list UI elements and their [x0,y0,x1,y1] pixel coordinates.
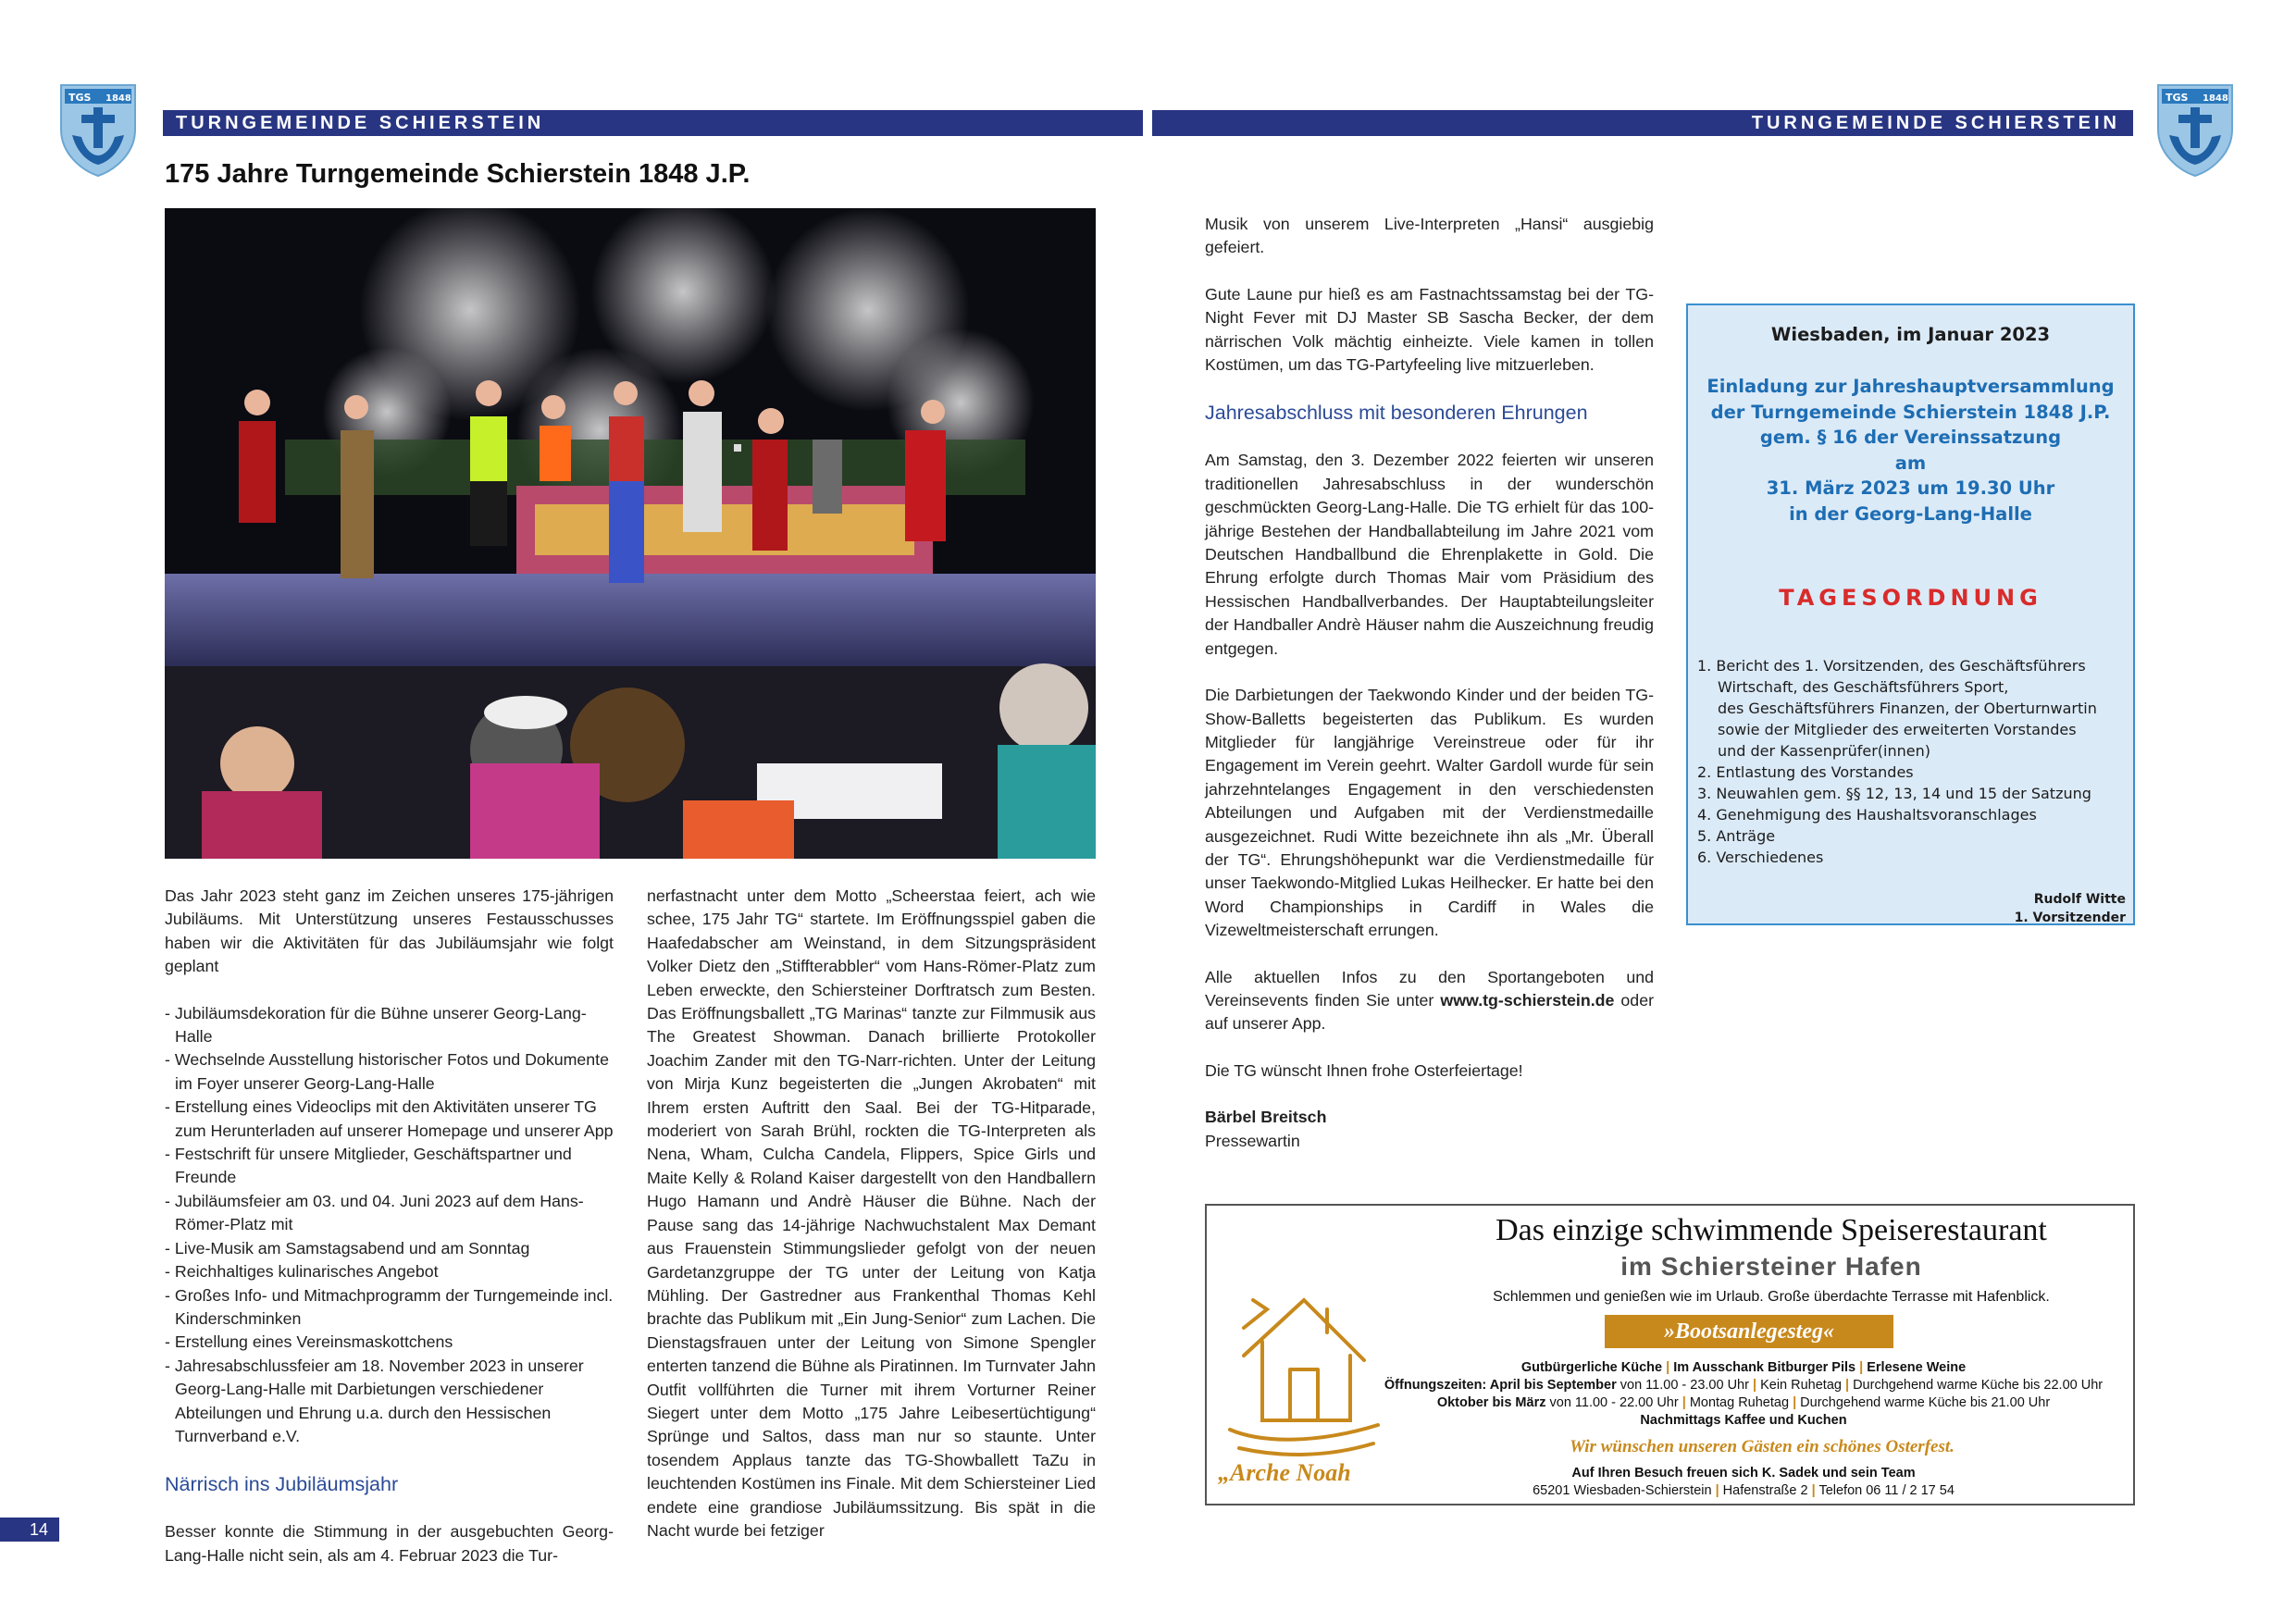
tgs-logo-right [2154,81,2236,178]
agenda-item: 1. Bericht des 1. Vorsitzenden, des Geschäftsführers [1697,657,2086,675]
article-headline: 175 Jahre Turngemeinde Schierstein 1848 J.P. [165,159,751,189]
agenda-item: sowie der Mitglieder des erweiterten Vorstandes [1718,721,2077,738]
paragraph: Gute Laune pur hieß es am Fastnachtssamstag bei der TG-Night Fever mit DJ Master SB Sascha Becker, der dem närrischen Volk mächtig einheizte. Viele kamen in tollen Kostümen, um das TG-Partyfeeling live mitzuerleben. [1205,284,1654,375]
agenda-title: TAGESORDNUNG [1779,585,2042,611]
ad-welcome: Auf Ihren Besuch freuen sich K. Sadek und sein Team [1571,1466,1916,1481]
paragraph: Am Samstag, den 3. Dezember 2022 feierten wir unseren traditionellen Jahresabschluss in der wunderschön geschmückten Georg-Lang-Halle. Die TG erhielt für das 100-jährige Bestehen der Handballabteilung im Jahre 2021 vom Deutschen Handballbund die Ehrenplakette in Gold. Die Ehrung erfolgte durch Thomas Mair vom Präsidium des Hessischen Handballverbandes. Der Hauptabteilungsleiter der Handballer Andrè Häuser nahm die Auszeichnung freudig entgegen. [1205,451,1654,658]
page-number: 14 [0,1518,59,1542]
ad-address: 65201 Wiesbaden-Schierstein | Hafenstraße 2 | Telefon 06 11 / 2 17 54 [1533,1483,1955,1498]
agenda-item: 4. Genehmigung des Haushaltsvoranschlages [1697,806,2037,824]
intro-paragraph: Das Jahr 2023 steht ganz im Zeichen unseres 175-jährigen Jubiläums. Mit Unterstützung unseres Festausschusses haben wir die Aktivitäten für das Jubiläumsjahr wie folgt geplant [165,886,614,976]
article-column-3 [1205,213,1654,1153]
paragraph: Musik von unserem Live-Interpreten „Hansi“ ausgiebig gefeiert. [1205,215,1654,257]
subheading-jahresabschluss: Jahresabschluss mit besonderen Ehrungen [1205,402,1588,425]
agenda-item: 6. Verschiedenes [1697,849,1824,866]
list-item: - Jubiläumsfeier am 03. und 04. Juni 2023 auf dem Hans-Römer-Platz mit [165,1191,584,1234]
header-bar-left: TURNGEMEINDE SCHIERSTEIN [163,110,1143,136]
ad-badge: »Bootsanlegesteg« [1605,1315,1893,1348]
list-item: - Festschrift für unsere Mitglieder, Geschäftspartner und Freunde [165,1145,572,1187]
list-item: - Jubiläumsdekoration für die Bühne unserer Georg-Lang-Halle [165,1003,587,1047]
svg-text:1848: 1848 [2203,93,2228,104]
article-column-1 [165,885,614,1591]
list-item: - Wechselnde Ausstellung historischer Fotos und Dokumente im Foyer unserer Georg-Lang-Halle [165,1050,610,1093]
restaurant-advertisement [1205,1204,2135,1505]
paragraph: Die TG wünscht Ihnen frohe Osterfeiertage! [1205,1060,1523,1080]
ad-hours-summer: Öffnungszeiten: April bis September von 11.00 - 23.00 Uhr | Kein Ruhetag | Durchgehend warme Küche bis 22.00 Uhr [1384,1378,2104,1393]
svg-text:1848: 1848 [105,93,131,104]
list-item: - Live-Musik am Samstagsabend und am Sonntag [165,1238,530,1258]
ad-tagline: Schlemmen und genießen wie im Urlaub. Große überdachte Terrasse mit Hafenblick. [1493,1289,2050,1305]
paragraph: nerfastnacht unter dem Motto „Scheerstaa feiert, ach wie schee, 175 Jahr TG“ startete. Im Eröffnungsspiel gaben die Haafedabscher am Weinstand, in dem Sitzungspräsident Volker Dietz den „Stiffterabbler“ vom Hans-Römer-Platz zum Leben erweckte, den Schiersteiner Dorftratsch zum Besten. Das Eröffnungsballett „TG Marinas“ tanzte zur Filmmusik aus The Greatest Showman. Danach brillierte Protokoller Joachim Zander mit den TG-Narr-richten. Unter der Leitung von Mirja Kunz begeisterten die „Jungen Akrobaten“ mit Ihrem ersten Auftritt den Saal. Bei der TG-Hitparade, moderiert von Sarah Brühl, rockten die TG-Interpreten als Nena, Wham, Culcha Candela, Flippers, Spice Girls und Maite Kelly & Roland Kaiser dargestellt von den Handballern Hugo Hamann und Andrè Häuser die Bühne. Nach der Pause sang das 14-jährige Nachwuchstalent Max Demant aus Frauenstein Stimmungslieder gefolgt von der neuen Gardetanzgruppe der TG unter der Leitung von Katja Mühling. Der Gastredner aus Frankenthal Thomas Kehl brachte das Publikum mit „Ein Jung-Senior“ zum Lachen. Die Dienstagsfrauen unter der Leitung von Simone Spengler enterten tanzend die Bühne als Piratinnen. Im Turnvater Jahn Outfit vollführten die Turner mit ihrem Vorturner Reiner Siegert unter dem Motto „175 Jahre Leibesertüchtigung“ Sprünge und Saltos, dass man nur so staunte. Unter tosendem Applaus tanzte das TG-Showballett TaZu in leuchtenden Kostümen ins Finale. Mit dem Schiersteiner Lied endete eine grandiose Jubiläumssitzung. Bis spät in die Nacht wurde bei fetziger [647,886,1096,1540]
article-column-2 [647,885,1096,1566]
list-item: - Jahresabschlussfeier am 18. November 2023 in unserer Georg-Lang-Halle mit Darbietungen verschiedener Abteilungen und Ehrung u.a. durch den Hessischen Turnverband e.V. [165,1356,584,1445]
author-role: Pressewartin [1205,1131,1300,1150]
ad-afternoon: Nachmittags Kaffee und Kuchen [1640,1413,1847,1428]
invitation-date: Wiesbaden, im Januar 2023 [1770,324,2051,345]
invitation-box [1686,304,2135,925]
list-item: - Reichhaltiges kulinarisches Angebot [165,1262,439,1282]
agenda-item: 3. Neuwahlen gem. §§ 12, 13, 14 und 15 der Satzung [1697,785,2091,802]
invitation-text: Einladung zur Jahreshauptversammlung der Turngemeinde Schierstein 1848 J.P. gem. § 16 der Vereinssatzung am 31. März 2023 um 19.30 Uhr in der Georg-Lang-Halle [1706,376,2115,525]
paragraph: Alle aktuellen Infos zu den Sportangeboten und Vereinsevents finden Sie unter www.tg-schierstein.de oder auf unserer App. [1205,967,1655,1034]
agenda-item: des Geschäftsführers Finanzen, der Oberturnwartin [1718,700,2097,717]
ad-easter-wish: Wir wünschen unseren Gästen ein schönes Osterfest. [1570,1437,1955,1456]
agenda-item: 5. Anträge [1697,827,1776,845]
stage-photo [165,208,1096,859]
agenda-item: und der Kassenprüfer(innen) [1718,742,1930,760]
list-item: - Erstellung eines Videoclips mit den Aktivitäten unserer TG zum Herunterladen auf unserer Homepage und unserer App [165,1097,614,1140]
list-item: - Erstellung eines Vereinsmaskottchens [165,1332,453,1352]
agenda-item: 2. Entlastung des Vorstandes [1697,763,1914,781]
author-name: Bärbel Breitsch [1205,1108,1327,1127]
ad-title: Das einzige schwimmende Speiserestaurant [1496,1213,2047,1247]
ad-hours-winter: Oktober bis März von 11.00 - 22.00 Uhr | Montag Ruhetag | Durchgehend warme Küche bis 21.00 Uhr [1436,1395,2051,1410]
paragraph: Besser konnte die Stimmung in der ausgebuchten Georg-Lang-Halle nicht sein, als am 4. Februar 2023 die Tur- [165,1522,614,1565]
ad-features: Gutbürgerliche Küche | Im Ausschank Bitburger Pils | Erlesene Weine [1520,1360,1967,1375]
subheading-narrisch: Närrisch ins Jubiläumsjahr [165,1473,399,1496]
ad-subtitle: im Schiersteiner Hafen [1620,1252,1922,1281]
logo-text: TGS [2166,92,2189,104]
website-link[interactable]: www.tg-schierstein.de [1440,990,1615,1010]
ad-logo: „Arche Noah [1218,1459,1351,1486]
invitation-signature: Rudolf Witte 1. Vorsitzender [2014,892,2126,925]
agenda-list [1694,655,2128,868]
logo-text: TGS [68,92,92,104]
header-bar-right: TURNGEMEINDE SCHIERSTEIN [1152,110,2133,136]
anniversary-activity-list [165,1002,614,1449]
list-item: - Großes Info- und Mitmachprogramm der Turngemeinde incl. Kinderschminken [165,1285,614,1328]
tgs-logo-left [57,81,139,178]
agenda-item: Wirtschaft, des Geschäftsführers Sport, [1718,678,2009,696]
paragraph: Die Darbietungen der Taekwondo Kinder und der beiden TG-Show-Balletts begeisterten das Publikum. Es wurden Mitglieder für langjährige Vereinstreue oder für ihr Engagement im Verein geehrt. Walter Gardoll wurde für sein jahrzehntelanges Engagement in den verschiedensten Abteilungen und Aufgaben mit der Verdienstmedaille ausgezeichnet. Rudi Witte bezeichnete ihn als „Mr. Überall der TG“. Ehrungshöhepunkt war die Verdienstmedaille für unser Taekwondo-Mitglied Lukas Heilhecker. Er hatte bei den Word Championships in Cardiff in Wales die Vizeweltmeisterschaft errungen. [1205,686,1654,940]
